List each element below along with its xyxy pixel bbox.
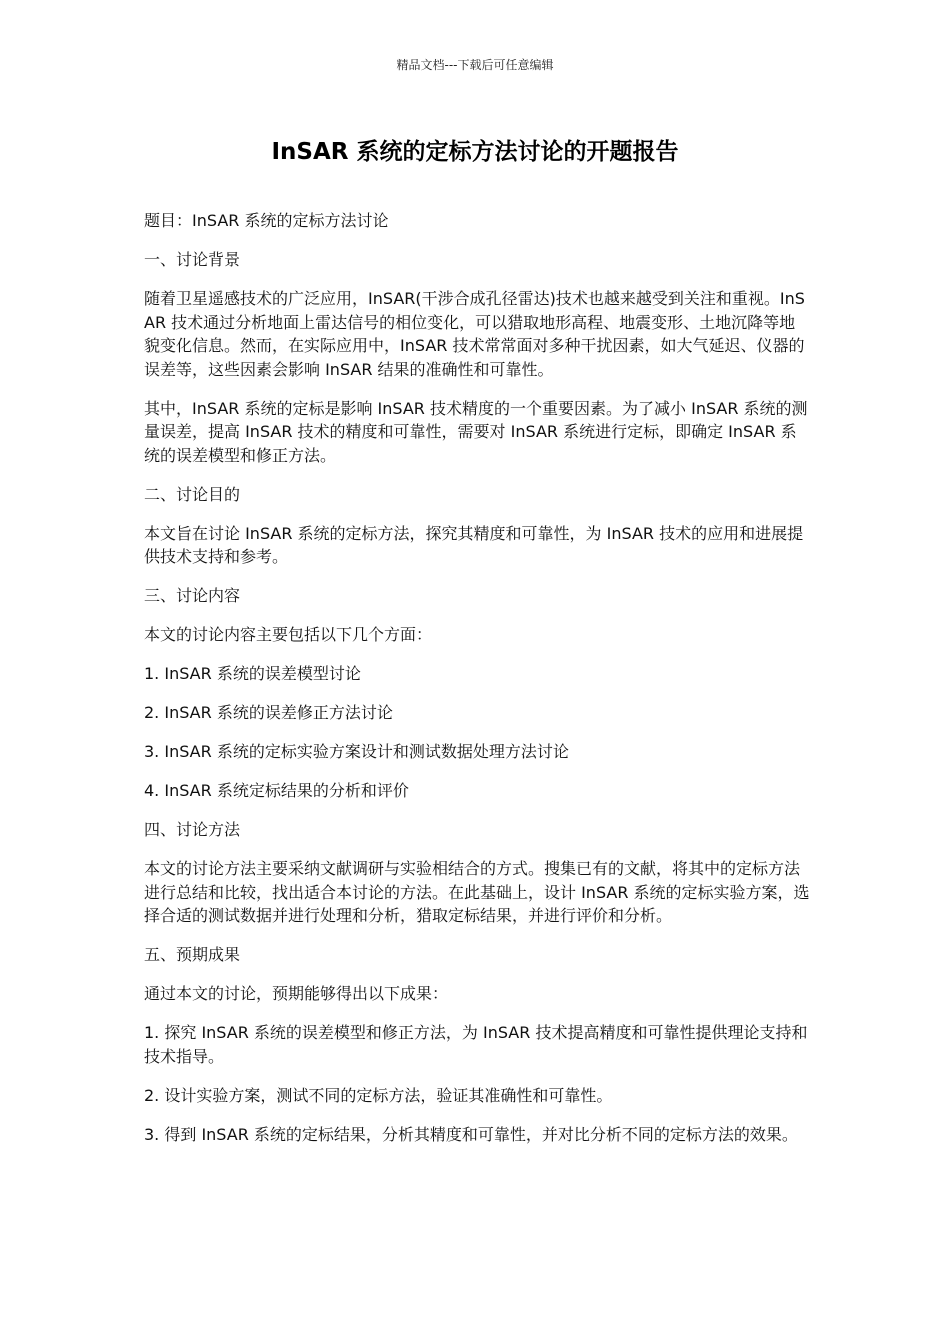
outcome-item-3: 3. 得到 InSAR 系统的定标结果，分析其精度和可靠性，并对比分析不同的定标方法的效果。 <box>144 1124 798 1144</box>
section-heading-purpose: 二、讨论目的 <box>144 484 241 504</box>
outcome-item-1: 1. 探究 InSAR 系统的误差模型和修正方法，为 InSAR 技术提高精度和可靠性提供理论支持和技术指导。 <box>144 1023 808 1066</box>
document-body <box>144 209 810 1162</box>
background-paragraph-1: 随着卫星遥感技术的广泛应用，InSAR(干涉合成孔径雷达)技术也越来越受到关注和重视。InSAR 技术通过分析地面上雷达信号的相位变化，可以猎取地形高程、地震变形、土地沉降等地貌变化信息。然而，在实际应用中，InSAR 技术常常面对多种干扰因素，如大气延迟、仪器的误差等，这些因素会影响 InSAR 结果的准确性和可靠性。 <box>144 289 805 379</box>
content-intro: 本文的讨论内容主要包括以下几个方面： <box>144 625 433 644</box>
purpose-paragraph: 本文旨在讨论 InSAR 系统的定标方法，探究其精度和可靠性，为 InSAR 技术的应用和进展提供技术支持和参考。 <box>144 523 804 566</box>
section-heading-background: 一、讨论背景 <box>144 250 241 269</box>
content-item-4: 4. InSAR 系统定标结果的分析和评价 <box>144 781 409 800</box>
topic-line: 题目：InSAR 系统的定标方法讨论 <box>144 211 389 230</box>
content-item-2: 2. InSAR 系统的误差修正方法讨论 <box>144 703 393 722</box>
outcome-item-2: 2. 设计实验方案，测试不同的定标方法，验证其准确性和可靠性。 <box>144 1085 613 1105</box>
section-heading-outcomes: 五、预期成果 <box>144 945 241 964</box>
background-paragraph-2: 其中，InSAR 系统的定标是影响 InSAR 技术精度的一个重要因素。为了减小 InSAR 系统的测量误差，提高 InSAR 技术的精度和可靠性，需要对 InSAR 系统进行定标，即确定 InSAR 系统的误差模型和修正方法。 <box>144 398 808 465</box>
document-title: InSAR 系统的定标方法讨论的开题报告 <box>271 139 679 165</box>
content-item-1: 1. InSAR 系统的误差模型讨论 <box>144 664 361 683</box>
outcomes-intro: 通过本文的讨论，预期能够得出以下成果： <box>144 984 449 1003</box>
section-heading-content: 三、讨论内容 <box>144 586 241 605</box>
method-paragraph: 本文的讨论方法主要采纳文献调研与实验相结合的方式。搜集已有的文献，将其中的定标方法进行总结和比较，找出适合本讨论的方法。在此基础上，设计 InSAR 系统的定标实验方案，选择合适的测试数据并进行处理和分析，猎取定标结果，并进行评价和分析。 <box>144 859 810 925</box>
content-item-3: 3. InSAR 系统的定标实验方案设计和测试数据处理方法讨论 <box>144 742 569 761</box>
header-note: 精品文档---下载后可任意编辑 <box>396 58 554 72</box>
section-heading-method: 四、讨论方法 <box>144 820 241 839</box>
